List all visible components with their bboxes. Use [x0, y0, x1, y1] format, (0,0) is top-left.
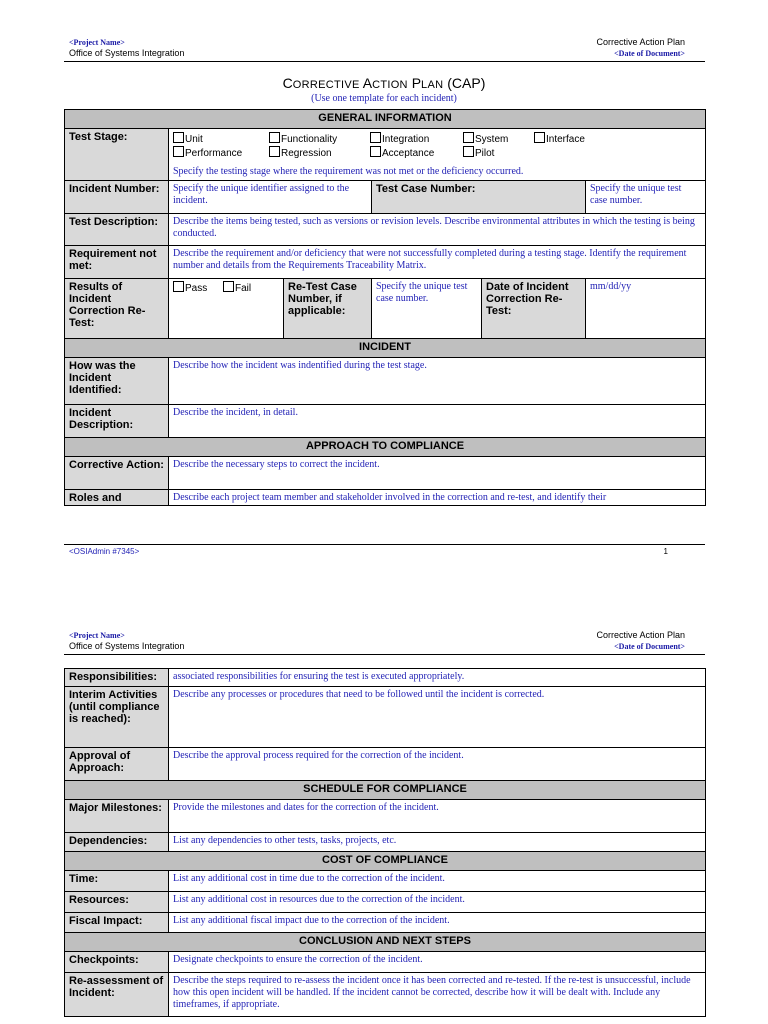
option-system[interactable]: System: [463, 132, 534, 146]
approval-label: Approval of Approach:: [65, 748, 169, 781]
dependencies-value[interactable]: List any dependencies to other tests, tasks, projects, etc.: [169, 833, 706, 852]
page1-header-left: [69, 37, 184, 59]
how-identified-value[interactable]: Describe how the incident was indentified during the test stage.: [169, 358, 706, 405]
checkbox-icon: [463, 132, 474, 143]
option-fail[interactable]: Fail: [223, 281, 251, 295]
incident-description-value[interactable]: Describe the incident, in detail.: [169, 405, 706, 438]
page2-header-left: [69, 630, 184, 652]
results-label: Results of Incident Correction Re-Test:: [65, 279, 169, 339]
resources-label: Resources:: [65, 892, 169, 913]
page-title: CORRECTIVE ACTION PLAN (CAP): [282, 75, 486, 91]
checkbox-icon: [223, 281, 234, 292]
option-performance[interactable]: Performance: [173, 146, 269, 160]
option-regression[interactable]: Regression: [269, 146, 370, 160]
corrective-action-label: Corrective Action:: [65, 457, 169, 490]
checkbox-icon: [173, 281, 184, 292]
milestones-value[interactable]: Provide the milestones and dates for the correction of the incident.: [169, 800, 706, 833]
interim-activities-label: Interim Activities (until compliance is reached):: [65, 687, 169, 748]
corrective-action-value[interactable]: Describe the necessary steps to correct the incident.: [169, 457, 706, 490]
page2-header-right: [596, 630, 685, 652]
roles-value[interactable]: Describe each project team member and stakeholder involved in the correction and re-test, and identify their: [169, 490, 706, 506]
section-incident: INCIDENT: [65, 339, 706, 358]
results-pass-fail: [169, 279, 284, 339]
section-conclusion: CONCLUSION AND NEXT STEPS: [65, 933, 706, 952]
checkbox-icon: [463, 146, 474, 157]
checkbox-icon: [534, 132, 545, 143]
option-integration[interactable]: Integration: [370, 132, 463, 146]
header-rule: [64, 654, 705, 655]
page1-header-right: [596, 37, 685, 59]
date-of-document: <Date of Document>: [614, 49, 685, 58]
retest-date-value[interactable]: mm/dd/yy: [586, 279, 706, 339]
incident-number-label: Incident Number:: [65, 181, 169, 214]
incident-number-value[interactable]: Specify the unique identifier assigned to the incident.: [169, 181, 372, 214]
checkbox-icon: [269, 146, 280, 157]
option-pass[interactable]: Pass: [173, 281, 223, 295]
test-stage-label: Test Stage:: [65, 129, 169, 181]
option-functionality[interactable]: Functionality: [269, 132, 370, 146]
office-name: Office of Systems Integration: [69, 641, 185, 651]
checkpoints-value[interactable]: Designate checkpoints to ensure the correction of the incident.: [169, 952, 706, 973]
retest-case-number-value[interactable]: Specify the unique test case number.: [372, 279, 482, 339]
document-title: Corrective Action Plan: [596, 37, 685, 47]
reassessment-value[interactable]: Describe the steps required to re-assess the incident once it has been corrected and re-tested. If the re-test is unsuccessful, include how this open incident will be handled. If the incident cannot be corrected, describe how it will be dealt with. Include any timeframes, if appropriate.: [169, 973, 706, 1017]
fiscal-impact-value[interactable]: List any additional fiscal impact due to the correction of the incident.: [169, 913, 706, 933]
section-approach: APPROACH TO COMPLIANCE: [65, 438, 706, 457]
interim-activities-value[interactable]: Describe any processes or procedures that need to be followed until the incident is corrected.: [169, 687, 706, 748]
test-stage-hint: Specify the testing stage where the requirement was not met or the deficiency occurred.: [173, 166, 524, 177]
section-schedule: SCHEDULE FOR COMPLIANCE: [65, 781, 706, 800]
retest-case-number-label: Re-Test Case Number, if applicable:: [284, 279, 372, 339]
milestones-label: Major Milestones:: [65, 800, 169, 833]
checkpoints-label: Checkpoints:: [65, 952, 169, 973]
option-interface[interactable]: Interface: [534, 132, 585, 146]
approval-value[interactable]: Describe the approval process required for the correction of the incident.: [169, 748, 706, 781]
requirement-not-met-value[interactable]: Describe the requirement and/or deficiency that were not successfully completed during a testing stage. Identify the requirement number and details from the Requirements Traceability Matrix.: [169, 246, 706, 279]
responsibilities-value[interactable]: associated responsibilities for ensuring the test is executed appropriately.: [169, 669, 706, 687]
requirement-not-met-label: Requirement not met:: [65, 246, 169, 279]
footer-rule: [64, 544, 705, 545]
checkbox-icon: [173, 146, 184, 157]
fiscal-impact-label: Fiscal Impact:: [65, 913, 169, 933]
project-name: <Project Name>: [69, 38, 125, 47]
checkbox-icon: [269, 132, 280, 143]
option-pilot[interactable]: Pilot: [463, 146, 494, 160]
document-title: Corrective Action Plan: [596, 630, 685, 640]
reassessment-label: Re-assessment of Incident:: [65, 973, 169, 1017]
test-stage-cell: [169, 129, 706, 181]
roles-label: Roles and: [65, 490, 169, 506]
section-general-information: GENERAL INFORMATION: [65, 110, 706, 129]
how-identified-label: How was the Incident Identified:: [65, 358, 169, 405]
cap-table-page1: [64, 109, 706, 506]
checkbox-icon: [173, 132, 184, 143]
page-number: 1: [663, 547, 668, 556]
test-case-number-label: Test Case Number:: [372, 181, 586, 214]
page-subtitle: (Use one template for each incident): [311, 93, 457, 104]
footer-reference: <OSIAdmin #7345>: [69, 547, 140, 556]
cap-table-page2: [64, 668, 706, 1017]
resources-value[interactable]: List any additional cost in resources due to the correction of the incident.: [169, 892, 706, 913]
date-of-document: <Date of Document>: [614, 642, 685, 651]
test-description-value[interactable]: Describe the items being tested, such as versions or revision levels. Describe environmental attributes in which the testing is being conducted.: [169, 214, 706, 246]
time-value[interactable]: List any additional cost in time due to the correction of the incident.: [169, 871, 706, 892]
option-unit[interactable]: Unit: [173, 132, 269, 146]
retest-date-label: Date of Incident Correction Re-Test:: [482, 279, 586, 339]
time-label: Time:: [65, 871, 169, 892]
incident-description-label: Incident Description:: [65, 405, 169, 438]
option-acceptance[interactable]: Acceptance: [370, 146, 463, 160]
header-rule: [64, 61, 705, 62]
section-cost: COST OF COMPLIANCE: [65, 852, 706, 871]
responsibilities-label: Responsibilities:: [65, 669, 169, 687]
checkbox-icon: [370, 146, 381, 157]
project-name: <Project Name>: [69, 631, 125, 640]
test-description-label: Test Description:: [65, 214, 169, 246]
office-name: Office of Systems Integration: [69, 48, 185, 58]
checkbox-icon: [370, 132, 381, 143]
test-case-number-value[interactable]: Specify the unique test case number.: [586, 181, 706, 214]
dependencies-label: Dependencies:: [65, 833, 169, 852]
